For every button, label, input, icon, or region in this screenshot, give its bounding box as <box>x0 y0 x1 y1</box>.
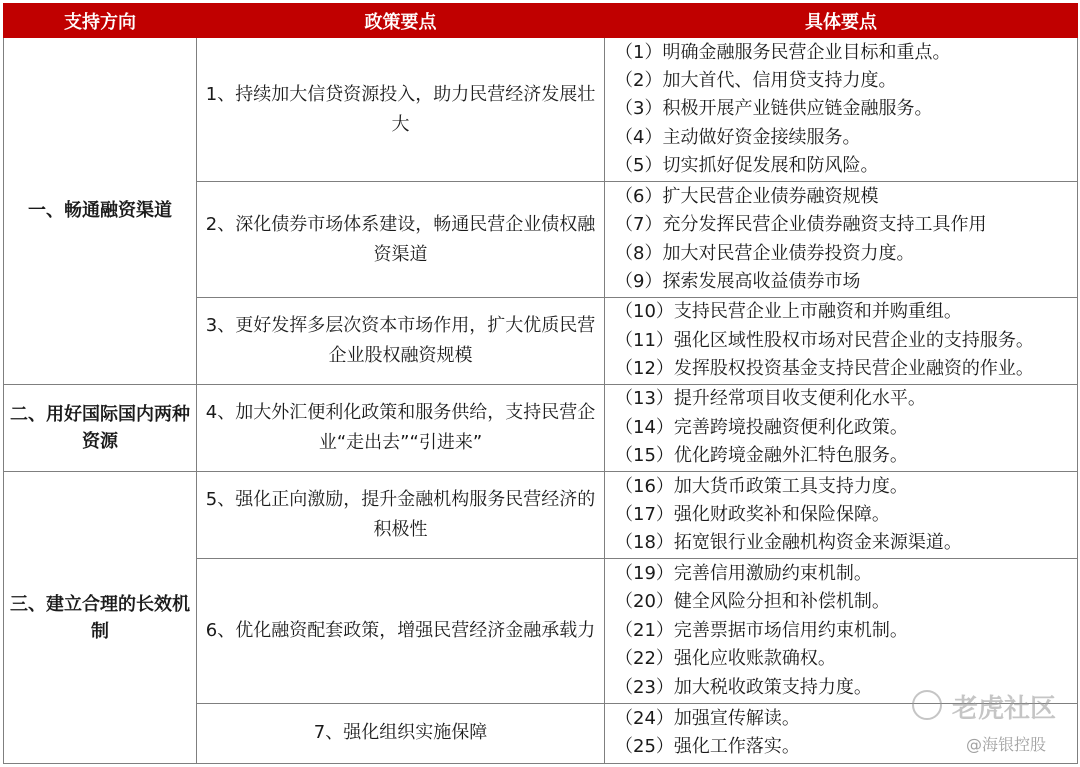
details-cell <box>605 472 1078 559</box>
policy-table <box>3 3 1078 764</box>
policy-cell: 1、持续加大信贷资源投入，助力民营经济发展壮大 <box>197 38 605 182</box>
detail-item: （15）优化跨境金融外汇特色服务。 <box>615 445 908 467</box>
details-cell <box>605 38 1078 182</box>
direction-cell: 三、建立合理的长效机制 <box>4 472 197 764</box>
detail-item: （13）提升经常项目收支便利化水平。 <box>615 388 926 410</box>
policy-cell: 4、加大外汇便利化政策和服务供给，支持民营企业“走出去”“引进来” <box>197 384 605 471</box>
policy-cell: 3、更好发挥多层次资本市场作用，扩大优质民营企业股权融资规模 <box>197 297 605 384</box>
detail-item: （4）主动做好资金接续服务。 <box>615 126 861 148</box>
detail-item: （10）支持民营企业上市融资和并购重组。 <box>615 301 962 323</box>
detail-item: （11）强化区域性股权市场对民营企业的支持服务。 <box>615 329 1034 351</box>
header-direction: 支持方向 <box>4 4 197 38</box>
detail-item: （3）积极开展产业链供应链金融服务。 <box>615 98 933 120</box>
detail-item: （7）充分发挥民营企业债券融资支持工具作用 <box>615 214 987 236</box>
table-row <box>4 38 1078 182</box>
detail-item: （19）完善信用激励约束机制。 <box>615 563 872 585</box>
detail-item: （22）强化应收账款确权。 <box>615 648 836 670</box>
policy-cell: 7、强化组织实施保障 <box>197 703 605 763</box>
table-row <box>4 472 1078 559</box>
detail-item: （5）切实抓好促发展和防风险。 <box>615 155 879 177</box>
detail-item: （18）拓宽银行业金融机构资金来源渠道。 <box>615 532 962 554</box>
detail-item: （9）探索发展高收益债券市场 <box>615 270 861 292</box>
policy-cell: 6、优化融资配套政策，增强民营经济金融承载力 <box>197 559 605 703</box>
detail-item: （20）健全风险分担和补偿机制。 <box>615 591 890 613</box>
table-row <box>4 384 1078 471</box>
platform-watermark <box>912 688 1072 724</box>
detail-item: （1）明确金融服务民营企业目标和重点。 <box>615 41 951 63</box>
direction-cell: 一、畅通融资渠道 <box>4 38 197 385</box>
header-details: 具体要点 <box>605 4 1078 38</box>
details-cell <box>605 384 1078 471</box>
details-cell <box>605 559 1078 703</box>
details-cell <box>605 182 1078 297</box>
header-row <box>4 4 1078 38</box>
policy-cell: 5、强化正向激励，提升金融机构服务民营经济的积极性 <box>197 472 605 559</box>
policy-cell: 2、深化债券市场体系建设，畅通民营企业债权融资渠道 <box>197 182 605 297</box>
direction-cell: 二、用好国际国内两种资源 <box>4 384 197 471</box>
detail-item: （2）加大首代、信用贷支持力度。 <box>615 70 897 92</box>
detail-item: （14）完善跨境投融资便利化政策。 <box>615 416 908 438</box>
account-watermark: @海银控股 <box>966 735 1047 754</box>
platform-watermark-text: 老虎社区 <box>952 694 1057 724</box>
detail-item: （16）加大货币政策工具支持力度。 <box>615 475 908 497</box>
detail-item: （6）扩大民营企业债券融资规模 <box>615 185 879 207</box>
tiger-logo-icon <box>912 690 942 720</box>
header-policy: 政策要点 <box>197 4 605 38</box>
detail-item: （17）强化财政奖补和保险保障。 <box>615 504 890 526</box>
detail-item: （23）加大税收政策支持力度。 <box>615 676 872 698</box>
detail-item: （25）强化工作落实。 <box>615 736 800 758</box>
detail-item: （12）发挥股权投资基金支持民营企业融资的作业。 <box>615 358 1034 380</box>
detail-item: （24）加强宣传解读。 <box>615 707 800 729</box>
detail-item: （8）加大对民营企业债券投资力度。 <box>615 242 915 264</box>
details-cell <box>605 297 1078 384</box>
detail-item: （21）完善票据市场信用约束机制。 <box>615 619 908 641</box>
